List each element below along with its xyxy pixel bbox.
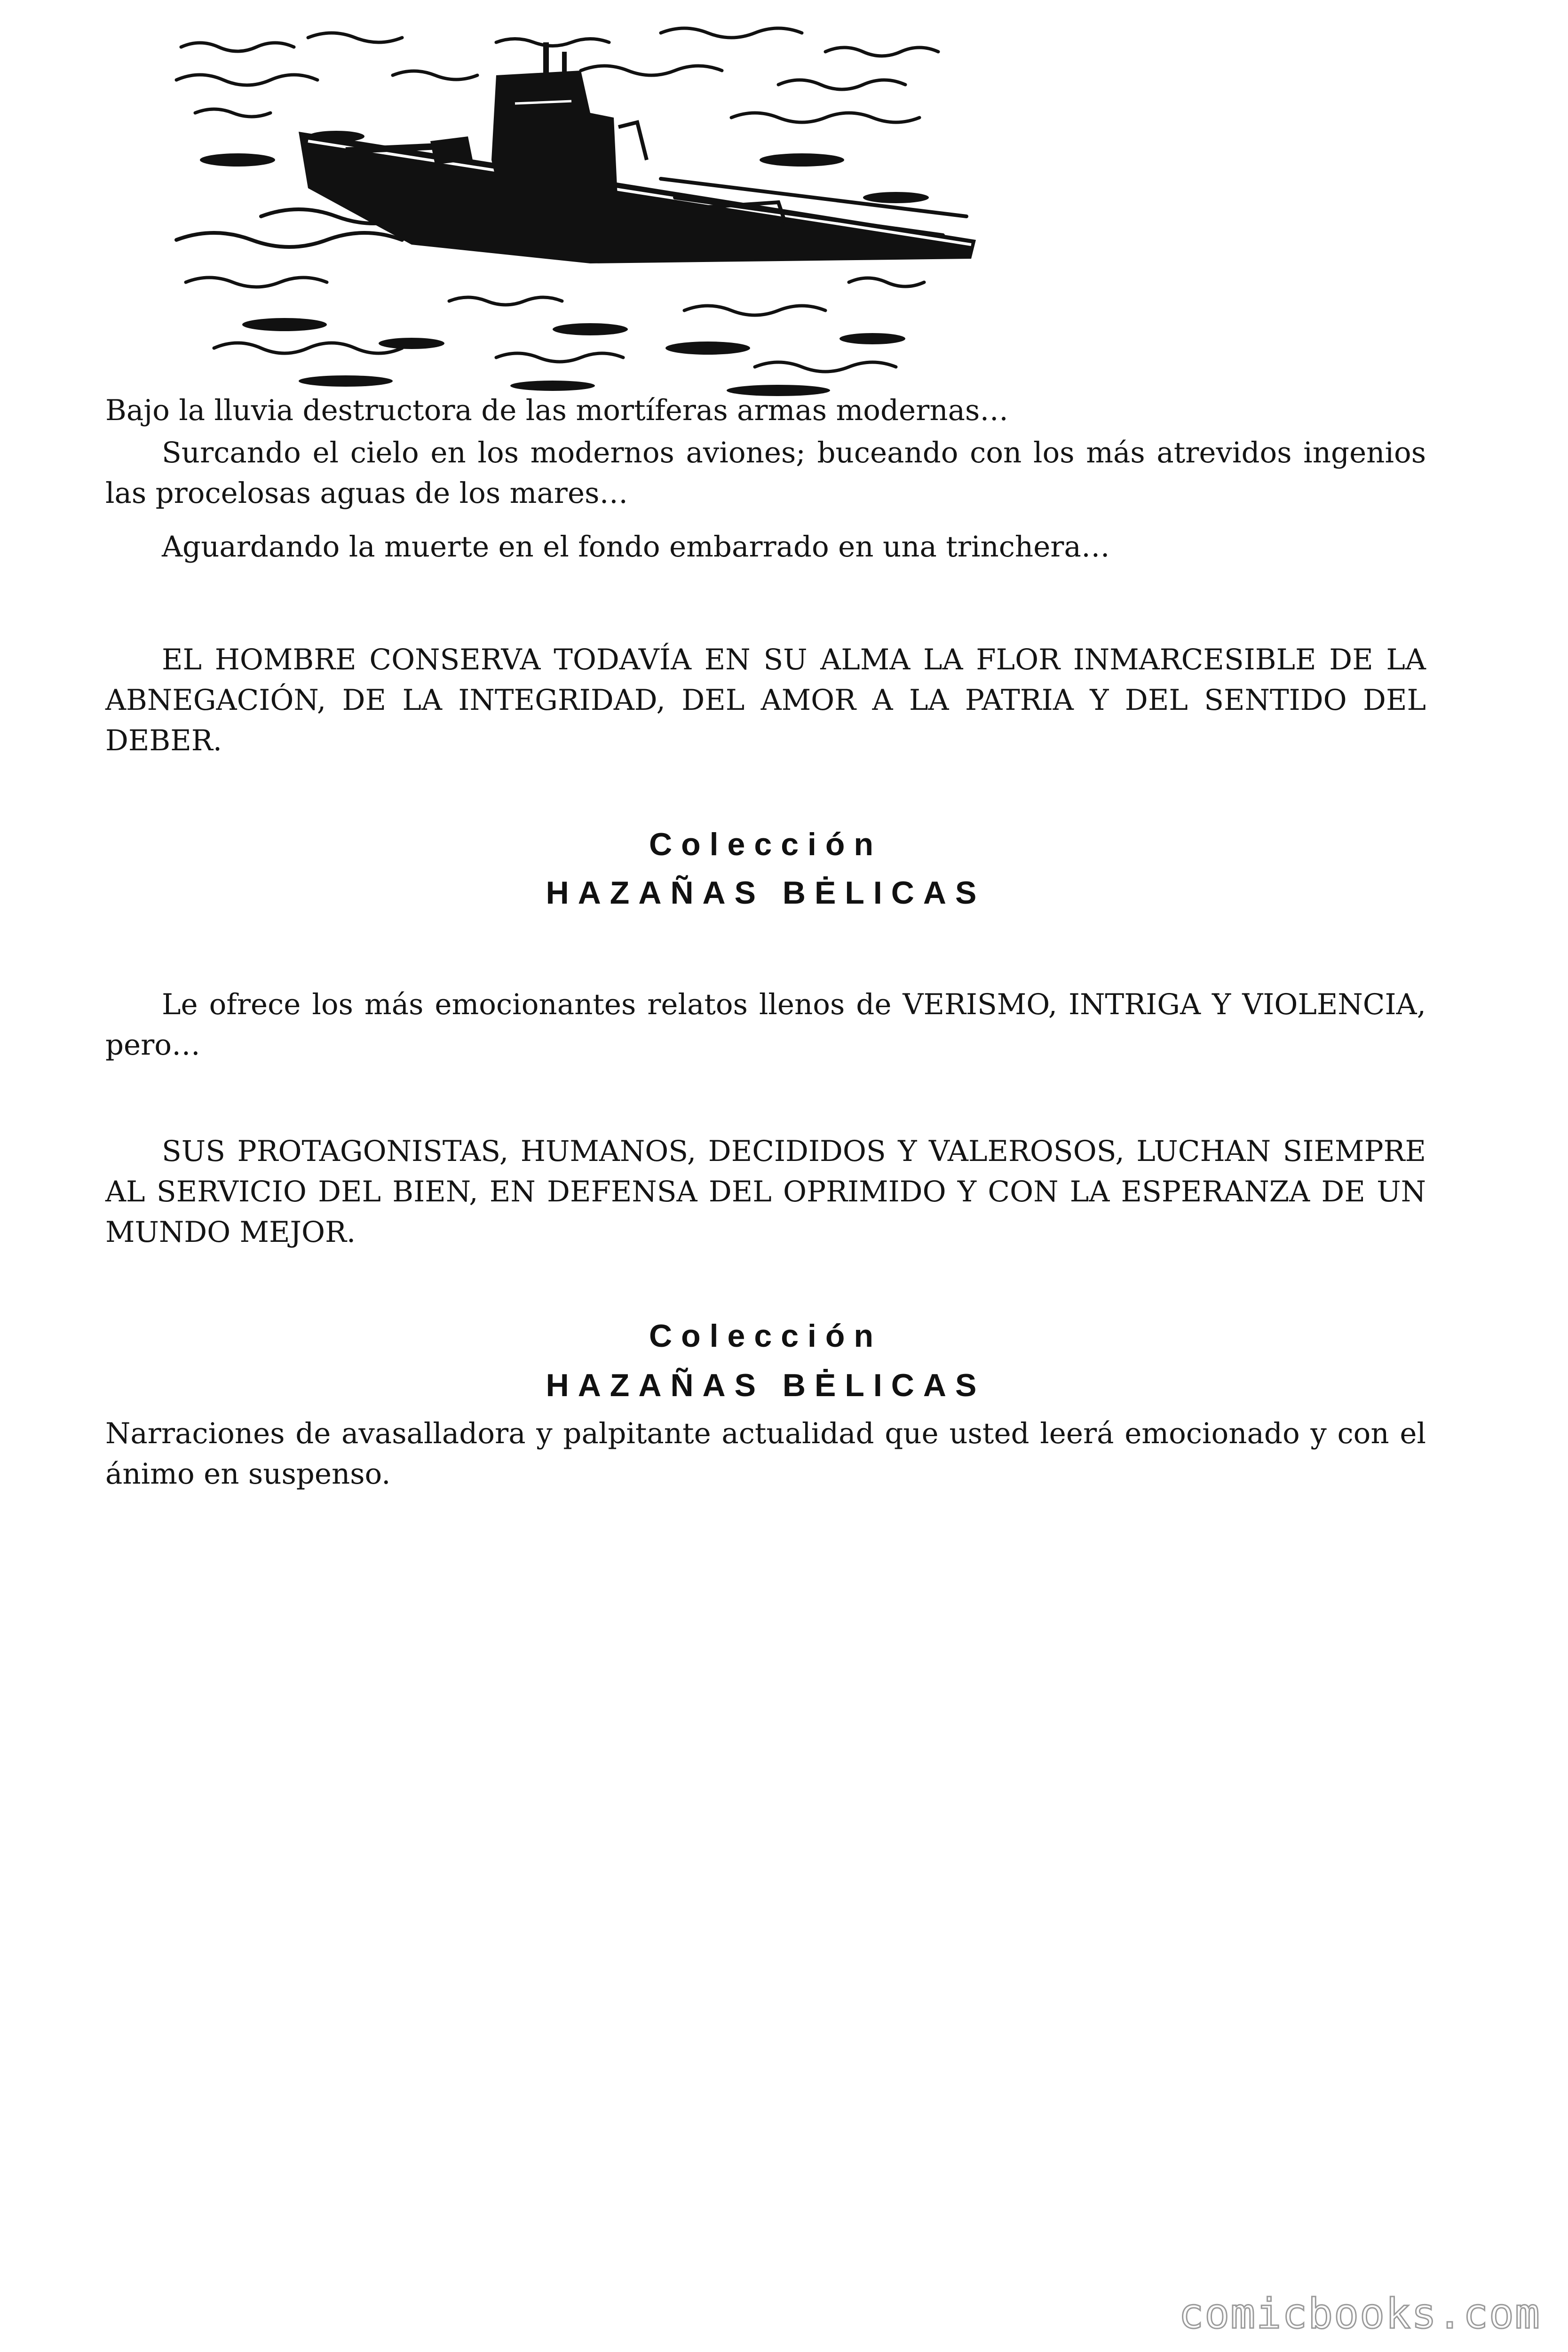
collection-heading-1: Colección (649, 826, 882, 862)
paragraph-6: SUS PROTAGONISTAS, HUMANOS, DECIDIDOS Y VALEROSOS, LUCHAN SIEMPRE AL SERVICIO DEL BIEN, EN DEFENSA DEL OPRIMIDO Y CON LA ESPERANZA DE UN MUNDO MEJOR. (105, 1135, 1426, 1249)
series-title-2: HAZAÑAS BĖLICAS (546, 1367, 986, 1403)
paragraph-1: Bajo la lluvia destructora de las mortíferas armas modernas… (105, 394, 1009, 427)
submarine-illustration (167, 19, 981, 400)
paragraph-5: Le ofrece los más emocionantes relatos llenos de VERISMO, INTRIGA Y VIOLENCIA, pero… (105, 988, 1426, 1062)
collection-heading-2: Colección (649, 1318, 882, 1354)
paragraph-3: Aguardando la muerte en el fondo embarrado en una trinchera… (162, 530, 1110, 564)
paragraph-2: Surcando el cielo en los modernos aviones; buceando con los más atrevidos ingenios las procelosas aguas de los mares… (105, 436, 1426, 510)
paragraph-7: Narraciones de avasalladora y palpitante actualidad que usted leerá emocionado y con el ánimo en suspenso. (105, 1417, 1426, 1491)
paragraph-4: EL HOMBRE CONSERVA TODAVÍA EN SU ALMA LA FLOR INMARCESIBLE DE LA ABNEGACIÓN, DE LA INTEGRIDAD, DEL AMOR A LA PATRIA Y DEL SENTIDO DEL DEBER. (105, 643, 1426, 757)
series-title-1: HAZAÑAS BĖLICAS (546, 875, 986, 911)
watermark-text: comicbooks.com (1179, 2289, 1541, 2338)
